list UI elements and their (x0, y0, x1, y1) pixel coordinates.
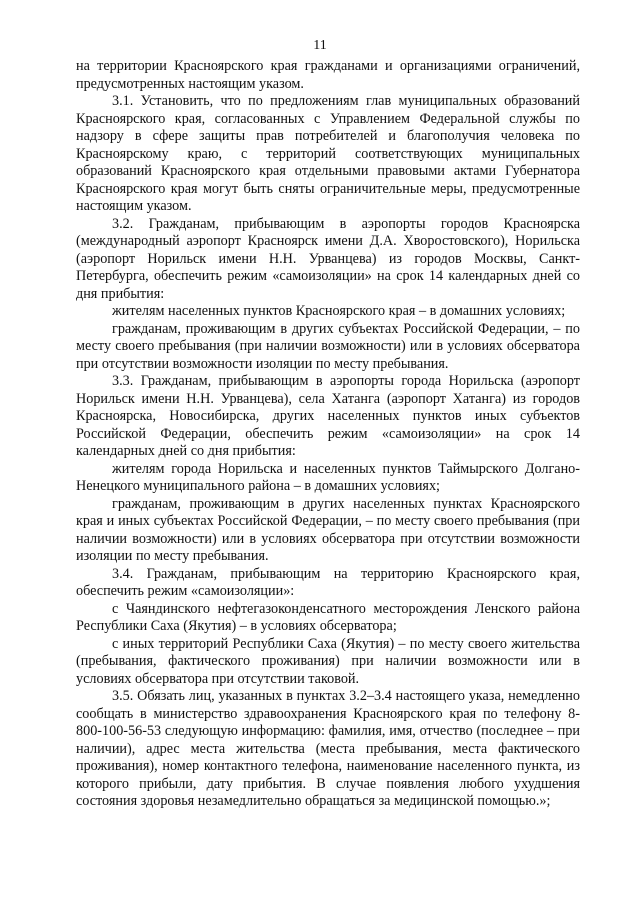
paragraph: с Чаяндинского нефтегазоконденсатного месторождения Ленского района Республики Саха (Якутия) – в условиях обсерватора; (76, 600, 580, 634)
paragraph: 3.1. Установить, что по предложениям глав муниципальных образований Красноярского края, согласованных с Управлением Федеральной службы по надзору в сфере защиты прав потребителей и благополучия человека по Красноярскому краю, с территорий соответствующих муниципальных образований Красноярского края отдельными правовыми актами Губернатора Красноярского края могут быть сняты ограничительные меры, предусмотренные настоящим указом. (76, 93, 580, 214)
paragraph: гражданам, проживающим в других субъектах Российской Федерации, – по месту своего пребывания (при наличии возможности) или в условиях обсерватора при отсутствии возможности изоляции по месту пребывания. (76, 320, 580, 372)
paragraph: жителям города Норильска и населенных пунктов Таймырского Долгано-Ненецкого муниципального района – в домашних условиях; (76, 460, 580, 494)
document-body (76, 58, 580, 811)
paragraph: жителям населенных пунктов Красноярского края – в домашних условиях; (112, 303, 566, 319)
paragraph: с иных территорий Республики Саха (Якутия) – по месту своего жительства (пребывания, фактического проживания) при наличии возможности или в условиях обсерватора при отсутствии таковой. (76, 635, 580, 687)
paragraph: на территории Красноярского края гражданами и организациями ограничений, предусмотренных настоящим указом. (76, 58, 580, 92)
paragraph: 3.4. Гражданам, прибывающим на территорию Красноярского края, обеспечить режим «самоизоляции»: (76, 565, 580, 599)
paragraph: гражданам, проживающим в других населенных пунктах Красноярского края и иных субъектах Российской Федерации, – по месту своего пребывания (при наличии возможности) или в условиях обсерватора при отсутствии возможности изоляции по месту пребывания. (76, 495, 580, 564)
paragraph: 3.5. Обязать лиц, указанных в пунктах 3.2–3.4 настоящего указа, немедленно сообщать в министерство здравоохранения Красноярского края по телефону 8-800-100-56-53 следующую информацию: фамилия, имя, отчество (последнее – при наличии), адрес места жительства (места пребывания, места фактического проживания), номер контактного телефона, наименование населенного пункта, из которого прибыли, дату прибытия. В случае появления любого ухудшения состояния здоровья незамедлительно обращаться за медицинской помощью.»; (76, 688, 580, 809)
paragraph: 3.2. Гражданам, прибывающим в аэропорты городов Красноярска (международный аэропорт Красноярск имени Д.А. Хворостовского), Норильска (аэропорт Норильск имени Н.Н. Урванцева) из городов Москвы, Санкт-Петербурга, обеспечить режим «самоизоляции» на срок 14 календарных дней со дня прибытия: (76, 215, 580, 302)
paragraph: 3.3. Гражданам, прибывающим в аэропорты города Норильска (аэропорт Норильск имени Н.Н. Урванцева), села Хатанга (аэропорт Хатанга) из городов Красноярска, Новосибирска, других населенных пунктов иных субъектов Российской Федерации, обеспечить режим «самоизоляции» на срок 14 календарных дней со дня прибытия: (76, 373, 580, 459)
page-number: 11 (313, 38, 327, 53)
